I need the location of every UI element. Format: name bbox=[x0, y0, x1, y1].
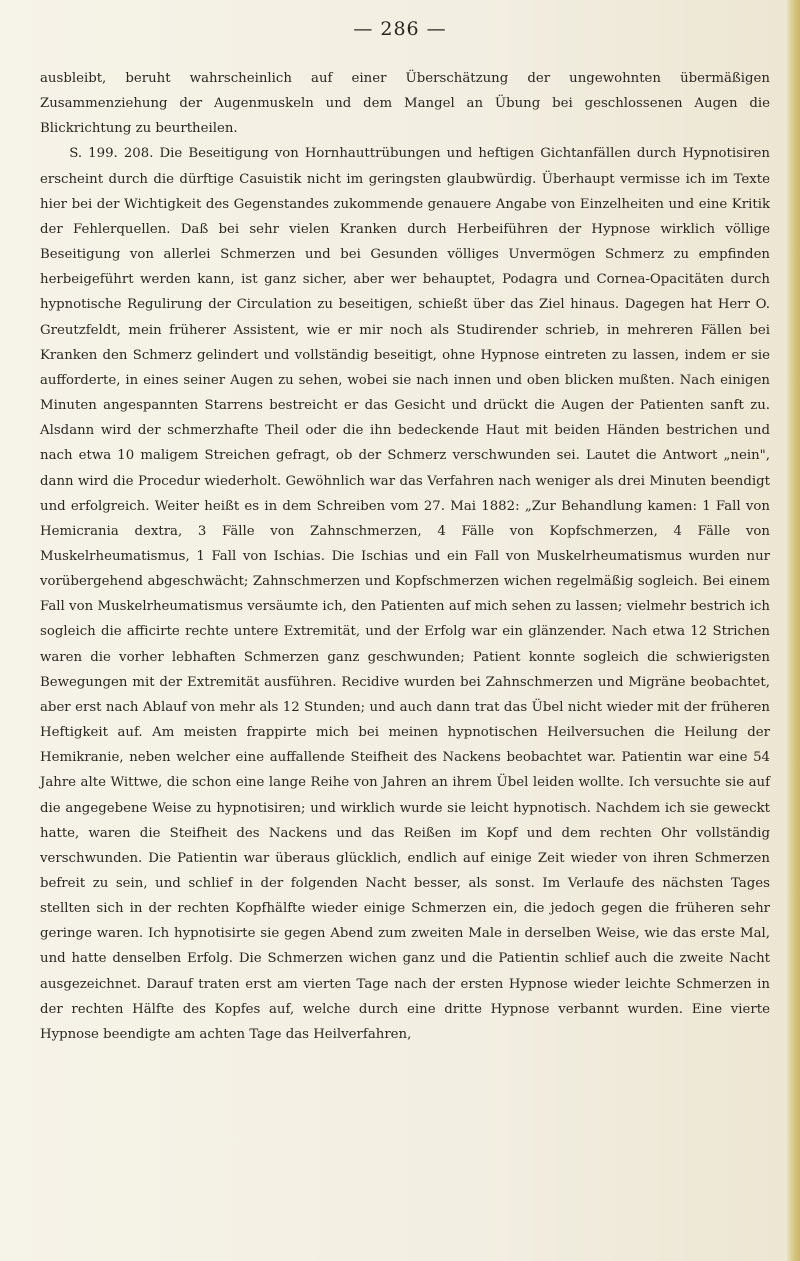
paragraph-continuation: ausbleibt, beruht wahrscheinlich auf einer Überschätzung der ungewohnten übermäßigen Zusammenziehung der Augenmuskeln und dem Mangel an Übung bei geschlossenen Augen die Blickrichtung zu beurtheilen. bbox=[40, 71, 770, 137]
body-text bbox=[40, 66, 770, 1047]
paragraph-section-199: S. 199. 208. Die Beseitigung von Hornhauttrübungen und heftigen Gichtanfällen durch Hypnotisiren erscheint durch die dürftige Casuistik nicht im geringsten glaubwürdig. Überhaupt vermisse ich im Texte hier bei der Wichtigkeit des Gegenstandes zukommende genauere Angabe von Einzelheiten und eine Kritik der Fehlerquellen. Daß bei sehr vielen Kranken durch Herbeiführen der Hypnose wirklich völlige Beseitigung von allerlei Schmerzen und bei Gesunden völliges Unvermögen Schmerz zu empfinden herbeigeführt werden kann, ist ganz sicher, aber wer behauptet, Podagra und Cornea-Opacitäten durch hypnotische Regulirung der Circulation zu beseitigen, schießt über das Ziel hinaus. Dagegen hat Herr O. Greutzfeldt, mein früherer Assistent, wie er mir noch als Studirender schrieb, in mehreren Fällen bei Kranken den Schmerz gelindert und vollständig beseitigt, ohne Hypnose eintreten zu lassen, indem er sie aufforderte, in eines seiner Augen zu sehen, wobei sie nach innen und oben blicken mußten. Nach einigen Minuten angespannten Starrens bestreicht er das Gesicht und drückt die Augen der Patienten sanft zu. Alsdann wird der schmerzhafte Theil oder die ihn bedeckende Haut mit beiden Händen bestrichen und nach etwa 10 maligem Streichen gefragt, ob der Schmerz verschwunden sei. Lautet die Antwort „nein", dann wird die Procedur wiederholt. Gewöhnlich war das Verfahren nach weniger als drei Minuten beendigt und erfolgreich. Weiter heißt es in dem Schreiben vom 27. Mai 1882: „Zur Behandlung kamen: 1 Fall von Hemicrania dextra, 3 Fälle von Zahnschmerzen, 4 Fälle von Kopfschmerzen, 4 Fälle von Muskelrheumatismus, 1 Fall von Ischias. Die Ischias und ein Fall von Muskelrheumatismus wurden nur vorübergehend abgeschwächt; Zahnschmerzen und Kopfschmerzen wichen regelmäßig sogleich. Bei einem Fall von Muskelrheumatismus versäumte ich, den Patienten auf mich sehen zu lassen; vielmehr bestrich ich sogleich die afficirte rechte untere Extremität, und der Erfolg war ein glänzender. Nach etwa 12 Strichen waren die vorher lebhaften Schmerzen ganz geschwunden; Patient konnte sogleich die schwierigsten Bewegungen mit der Extremität ausführen. Recidive wurden bei Zahnschmerzen und Migräne beobachtet, aber erst nach Ablauf von mehr als 12 Stunden; und auch dann trat das Übel nicht wieder mit der früheren Heftigkeit auf. Am meisten frappirte mich bei meinen hypnotischen Heilversuchen die Heilung der Hemikranie, neben welcher eine auffallende Steifheit des Nackens beobachtet war. Patientin war eine 54 Jahre alte Wittwe, die schon eine lange Reihe von Jahren an ihrem Übel leiden wollte. Ich versuchte sie auf die angegebene Weise zu hypnotisiren; und wirklich wurde sie leicht hypnotisch. Nachdem ich sie geweckt hatte, waren die Steifheit des Nackens und das Reißen im Kopf und dem rechten Ohr vollständig verschwunden. Die Patientin war überaus glücklich, endlich auf einige Zeit wieder von ihren Schmerzen befreit zu sein, und schlief in der folgenden Nacht besser, als sonst. Im Verlaufe des nächsten Tages stellten sich in der rechten Kopfhälfte wieder einige Schmerzen ein, die jedoch gegen die früheren sehr geringe waren. Ich hypnotisirte sie gegen Abend zum zweiten Male in derselben Weise, wie das erste Mal, und hatte denselben Erfolg. Die Schmerzen wichen ganz und die Patientin schlief auch die zweite Nacht ausgezeichnet. Darauf traten erst am vierten Tage nach der ersten Hypnose wieder leichte Schmerzen in der rechten Hälfte des Kopfes auf, welche durch eine dritte Hypnose verbannt wurden. Eine vierte Hypnose beendigte am achten Tage das Heilverfahren, bbox=[40, 146, 770, 1042]
page-edge-shadow bbox=[786, 0, 800, 1261]
page-number: — 286 — bbox=[353, 18, 447, 40]
